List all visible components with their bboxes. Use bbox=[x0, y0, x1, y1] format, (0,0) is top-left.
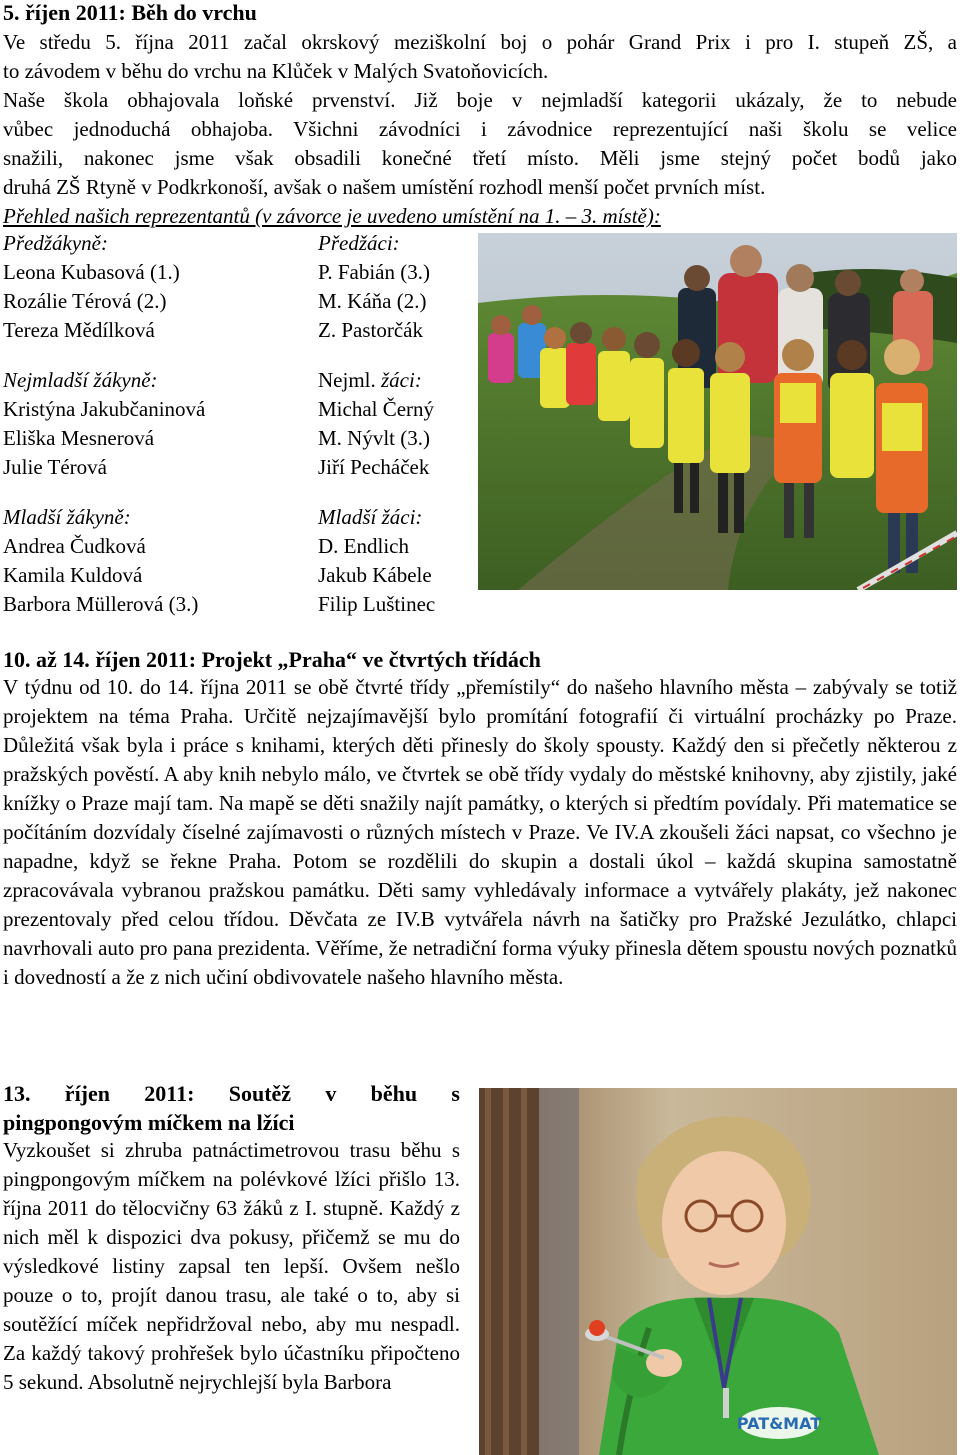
runner-name: Kamila Kuldová bbox=[3, 563, 143, 587]
spoon-race-photo-drawing bbox=[479, 1088, 957, 1455]
text-line: Ve středu 5. října 2011 začal okrskový meziškolní boj o pohár Grand Prix i pro I. stupeň ZŠ, a bbox=[3, 30, 957, 54]
runner-name: Jiří Pecháček bbox=[318, 455, 430, 479]
category-label: Mladší žákyně: bbox=[3, 505, 131, 529]
category-label-part: žáci: bbox=[381, 368, 422, 392]
runner-name: Julie Térová bbox=[3, 455, 107, 479]
runner-name: Eliška Mesnerová bbox=[3, 426, 155, 450]
runner-name: Filip Luštinec bbox=[318, 592, 436, 616]
section-heading-spoon-race: 13. říjen 2011: Soutěž v běhu s bbox=[3, 1081, 460, 1106]
runner-name: Z. Pastorčák bbox=[318, 318, 423, 342]
jacket-logo-text: PAT&MAT bbox=[736, 1414, 822, 1433]
section-heading-prague-project: 10. až 14. říjen 2011: Projekt „Praha“ ve čtvrtých třídách bbox=[3, 647, 541, 672]
spoon-race-photo bbox=[479, 1088, 957, 1455]
category-label-part: Nejml. bbox=[318, 368, 381, 392]
runner-name: Tereza Mědílková bbox=[3, 318, 155, 342]
text-line: Naše škola obhajovala loňské prvenství. Již boje v nejmladší kategorii ukázaly, že to nebude bbox=[3, 88, 957, 112]
text-line: to závodem v běhu do vrchu na Klůček v Malých Svatoňovicích. bbox=[3, 59, 549, 83]
category-label bbox=[318, 366, 422, 395]
text-line: druhá ZŠ Rtyně v Podkrkonoší, avšak o našem umístění rozhodl menší počet prvních míst. bbox=[3, 175, 766, 199]
section-heading-spoon-race-cont: pingpongovým míčkem na lžíci bbox=[3, 1110, 295, 1135]
section-prague-project-text: V týdnu od 10. do 14. října 2011 se obě čtvrté třídy „přemístily“ do našeho hlavního města – zabývaly se totiž projektem na téma Praha. Určitě nejzajímavější bylo promítání fotografií či virtuální procházky po Praze. Důležitá však byla i práce s knihami, kterých děti přinesly do školy spousty. Každý den si přečetly některou z pražských pověstí. A aby knih nebylo málo, ve čtvrtek se obě třídy vydaly do městské knihovny, aby zjistily, jaké knížky o Praze mají tam. Na mapě se děti snažily najít památky, o kterých si předtím povídaly. Při matematice se počítáním dozvídaly číselné zajímavosti o různých místech v Praze. Ve IV.A zkoušeli žáci napsat, co všechno je napadne, když se řekne Praha. Potom se rozdělili do skupin a dostali úkol – každá skupina samostatně zpracovávala vybranou pražskou památku. Děti samy vyhledávaly informace a vytvářely plakáty, jež nakonec prezentovaly před celou třídou. Děvčata ze IV.B vytvářela návrh na šatičky pro Pražské Jezulátko, chlapci navrhovali auto pro pana prezidenta. Věříme, že netradiční forma výuky přinesla dětem spoustu nových poznatků i dovedností a že z nich učiní obdivovatele našeho hlavního města. bbox=[3, 675, 957, 989]
runner-name: Leona Kubasová (1.) bbox=[3, 260, 180, 284]
runner-name: Michal Černý bbox=[318, 397, 435, 421]
category-label: Předžákyně: bbox=[3, 231, 108, 255]
representatives-overview: Přehled našich reprezentantů (v závorce je uvedeno umístění na 1. – 3. místě): bbox=[3, 204, 661, 228]
runner-name: Barbora Müllerová (3.) bbox=[3, 592, 199, 616]
hill-run-photo bbox=[478, 233, 957, 590]
section-spoon-race-text: Vyzkoušet si zhruba patnáctimetrovou trasu běhu s pingpongovým míčkem na polévkové lžíci přišlo 13. října 2011 do tělocvičny 63 žáků z I. stupně. Každý z nich měl k dispozici dva pokusy, přičemž se mu do výsledkové listiny zapsal ten lepší. Ovšem nešlo pouze o to, projít danou trasu, ale také o to, aby si soutěžící míček nepřidržoval nebo, aby mu nespadl. Za každý takový prohřešek bylo účastníku připočteno 5 sekund. Absolutně nejrychlejší byla Barbora bbox=[3, 1138, 460, 1394]
runner-name: D. Endlich bbox=[318, 534, 409, 558]
runner-name: M. Káňa (2.) bbox=[318, 289, 427, 313]
runner-name: M. Nývlt (3.) bbox=[318, 426, 430, 450]
hill-run-photo-drawing bbox=[478, 233, 957, 590]
runner-name: P. Fabián (3.) bbox=[318, 260, 430, 284]
runner-name: Andrea Čudková bbox=[3, 534, 146, 558]
text-line: snažili, nakonec jsme však obsadili konečné třetí místo. Měli jsme stejný počet bodů jako bbox=[3, 146, 957, 170]
category-label: Nejmladší žákyně: bbox=[3, 368, 158, 392]
runner-name: Rozálie Térová (2.) bbox=[3, 289, 167, 313]
section-hill-run-text bbox=[3, 28, 957, 231]
category-label: Mladší žáci: bbox=[318, 505, 423, 529]
runner-name: Jakub Kábele bbox=[318, 563, 432, 587]
representatives-roster bbox=[3, 229, 473, 619]
category-label: Předžáci: bbox=[318, 231, 400, 255]
section-heading-hill-run: 5. říjen 2011: Běh do vrchu bbox=[3, 0, 257, 25]
runner-name: Kristýna Jakubčaninová bbox=[3, 397, 206, 421]
text-line: vůbec jednoduchá obhajoba. Všichni závodníci i závodnice reprezentující naši školu se velice bbox=[3, 117, 957, 141]
wall-bars bbox=[479, 1088, 579, 1455]
